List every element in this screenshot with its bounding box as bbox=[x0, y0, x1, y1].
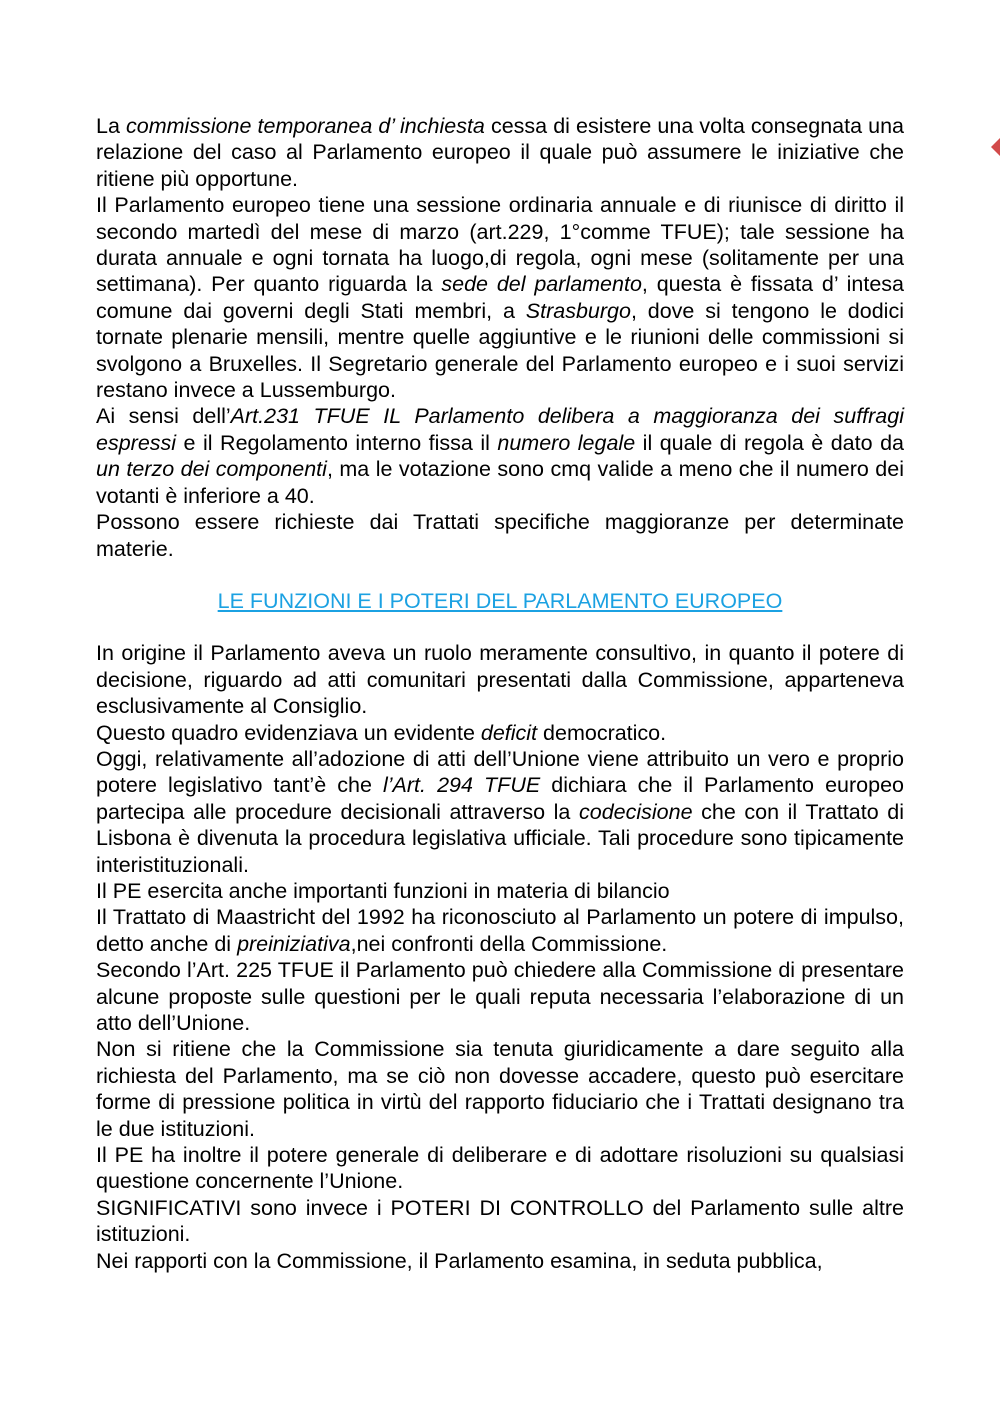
paragraph-poteri-controllo: SIGNIFICATIVI sono invece i POTERI DI CONTROLLO del Parlamento sulle altre istituzioni. bbox=[96, 1195, 904, 1247]
paragraph-sessione-sede bbox=[96, 192, 904, 403]
text-run: Il Trattato di Maastricht del 1992 ha riconosciuto al Parlamento un potere di impulso, detto anche di bbox=[96, 905, 904, 956]
text-run: il quale di regola è dato da bbox=[635, 430, 904, 455]
italic-term: commissione temporanea d’ inchiesta bbox=[126, 114, 485, 138]
paragraph-deficit bbox=[96, 720, 904, 746]
text-run: che con il Trattato di Lisbona è divenuta la procedura legislativa ufficiale. Tali procedure sono tipicamente interistituzionali. bbox=[96, 799, 904, 877]
paragraph-maastricht bbox=[96, 904, 904, 957]
text-run: cessa di esistere una volta consegnata una relazione del caso al Parlamento europeo il quale può assumere le iniziative che ritiene più opportune. bbox=[96, 114, 905, 191]
text-run: Ai sensi dell’ bbox=[96, 404, 231, 429]
italic-term: l’Art. 294 TFUE bbox=[383, 773, 541, 798]
italic-term: preiniziativa bbox=[237, 931, 351, 956]
section-heading: LE FUNZIONI E I POTERI DEL PARLAMENTO EUROPEO bbox=[217, 588, 783, 613]
paragraph-risoluzioni: Il PE ha inoltre il potere generale di deliberare e di adottare risoluzioni su qualsiasi questione concernente l’Unione. bbox=[96, 1143, 904, 1194]
paragraph-codecisione bbox=[96, 746, 904, 878]
italic-term: Strasburgo bbox=[525, 298, 631, 323]
italic-term: codecisione bbox=[578, 799, 693, 824]
paragraph-bilancio: Il PE esercita anche importanti funzioni in materia di bilancio bbox=[96, 878, 670, 903]
paragraph-rapporti-commissione: Nei rapporti con la Commissione, il Parlamento esamina, in seduta pubblica, bbox=[96, 1248, 823, 1273]
italic-term: un terzo dei componenti bbox=[96, 457, 327, 482]
text-run: , dove si tengono le dodici tornate plenarie mensili, mentre quelle aggiuntive e le riunioni delle commissioni si svolgono a Bruxelles. Il Segretario generale del Parlamento europeo e i suoi servizi restano invece a Lussemburgo. bbox=[96, 298, 904, 403]
italic-term: numero legale bbox=[497, 430, 636, 455]
paragraph-art-225: Secondo l’Art. 225 TFUE il Parlamento può chiedere alla Commissione di presentare alcune proposte sulle questioni per le quali reputa necessaria l’elaborazione di un atto dell’Unione. bbox=[96, 958, 904, 1035]
text-run: Oggi, relativamente all’adozione di atti dell’Unione viene attribuito un vero e proprio potere legislativo tant’è che bbox=[96, 746, 904, 798]
text-run: dichiara che il Parlamento europeo partecipa alle procedure decisionali attraverso la bbox=[96, 773, 904, 824]
text-run: ,nei confronti della Commissione. bbox=[350, 931, 668, 956]
text-run: Questo quadro evidenziava un evidente bbox=[96, 720, 481, 745]
paragraph-art-231 bbox=[96, 403, 904, 509]
paragraph-pressione-politica: Non si ritiene che la Commissione sia tenuta giuridicamente a dare seguito alla richiesta del Parlamento, ma se ciò non dovesse accadere, questo può esercitare forme di pressione politica in virtù del rapporto fiduciario che i Trattati designano tra le due istituzioni. bbox=[96, 1037, 904, 1141]
text-run: La bbox=[96, 114, 127, 138]
page-edge-marker bbox=[991, 138, 1000, 156]
text-run: , questa è fissata d’ intesa comune dai governi degli Stati membri, a bbox=[96, 272, 905, 323]
text-run: democratico. bbox=[537, 720, 667, 745]
text-run: Il Parlamento europeo tiene una sessione ordinaria annuale e di riunisce di diritto il secondo martedì del mese di marzo (art.229, 1°comme TFUE); tale sessione ha durata annuale e ogni tornata ha luogo,di regola, ogni mese (solitamente per una settimana). Per quanto riguarda la bbox=[96, 193, 904, 297]
italic-term: sede del parlamento bbox=[441, 272, 642, 297]
document-page bbox=[96, 113, 904, 1274]
italic-term: deficit bbox=[480, 720, 538, 745]
text-run: e il Regolamento interno fissa il bbox=[176, 430, 498, 455]
paragraph-origine: In origine il Parlamento aveva un ruolo meramente consultivo, in quanto il potere di decisione, riguardo ad atti comunitari presentati dalla Commissione, apparteneva esclusivamente al Consiglio. bbox=[96, 641, 904, 719]
text-run: , ma le votazione sono cmq valide a meno che il numero dei votanti è inferiore a 40. bbox=[96, 457, 904, 508]
italic-term: Art.231 TFUE IL Parlamento delibera a maggioranza dei suffragi espressi bbox=[96, 404, 904, 455]
paragraph-commissione-inchiesta bbox=[96, 113, 904, 192]
paragraph-maggioranze: Possono essere richieste dai Trattati specifiche maggioranze per determinate materie. bbox=[96, 510, 904, 561]
